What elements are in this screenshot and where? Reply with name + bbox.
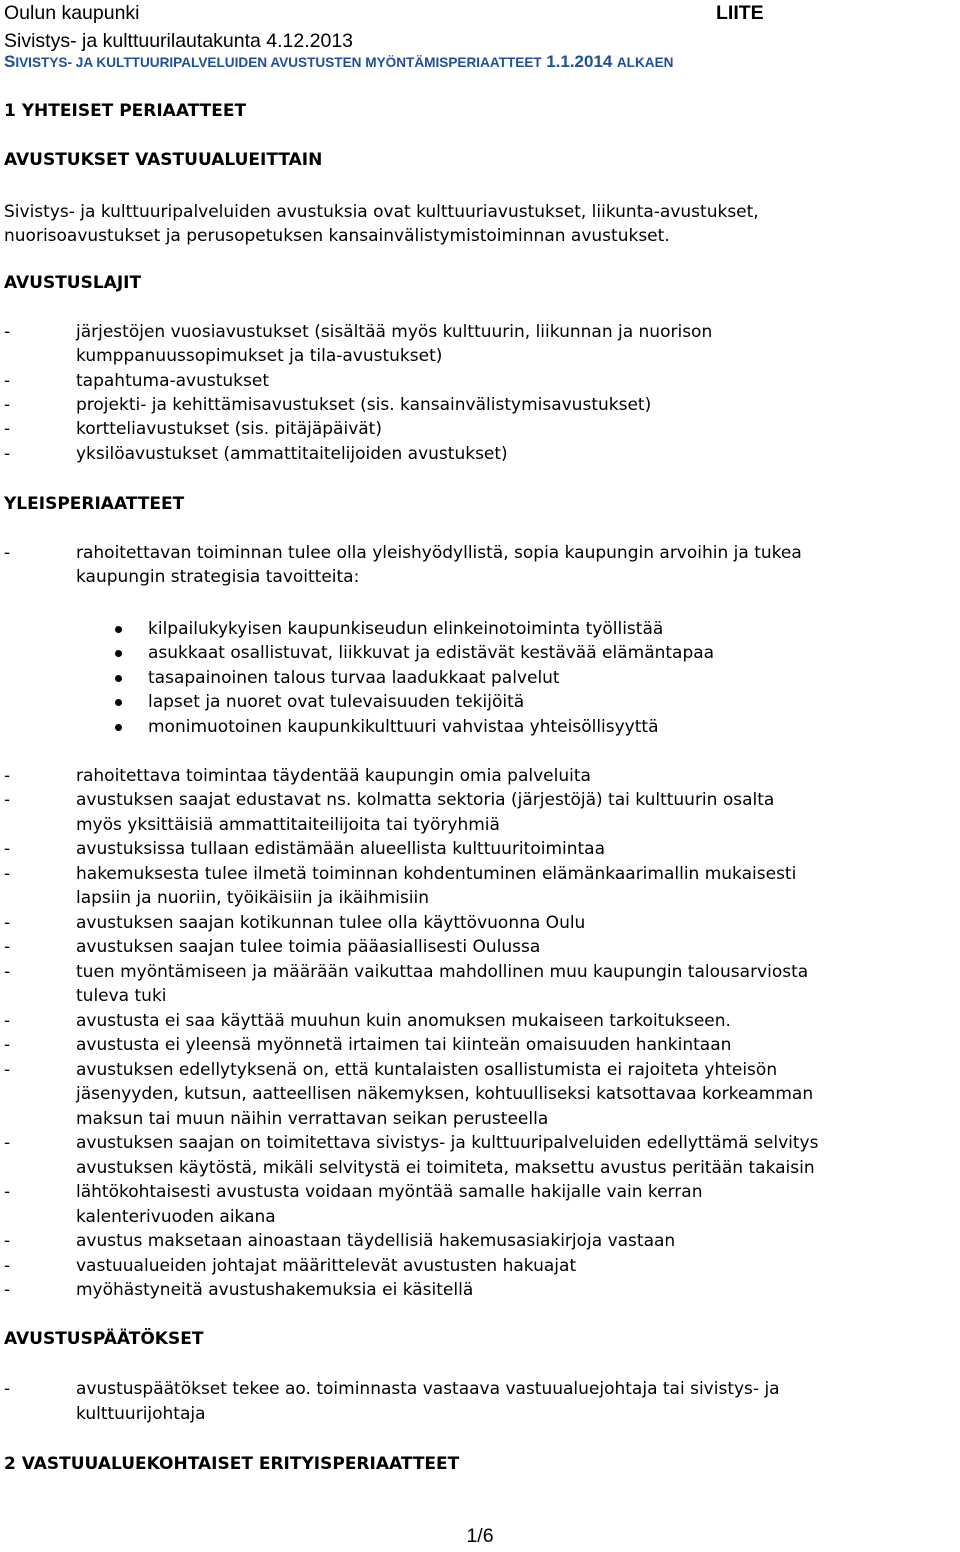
list-dash: - — [4, 839, 11, 859]
list-dash: - — [4, 1379, 11, 1399]
doc-title-after: ALKAEN — [616, 55, 674, 70]
list-item-line: kalenterivuoden aikana — [76, 1207, 276, 1227]
list-dash: - — [4, 395, 11, 415]
avustuslajit-heading: AVUSTUSLAJIT — [4, 273, 142, 293]
list-dash: - — [4, 1133, 11, 1153]
list-item-line: vastuualueiden johtajat määrittelevät avustusten hakuajat — [76, 1256, 577, 1276]
list-item-line: avustuksen saajan kotikunnan tulee olla käyttövuonna Oulu — [76, 913, 586, 933]
bullet-text: lapset ja nuoret ovat tulevaisuuden tekijöitä — [148, 692, 525, 712]
bullet-text: kilpailukykyisen kaupunkiseudun elinkeinotoiminta työllistää — [148, 619, 664, 639]
list-dash: - — [4, 864, 11, 884]
bullet-dot — [115, 699, 122, 706]
section1-subheading: AVUSTUKSET VASTUUALUEITTAIN — [4, 150, 323, 170]
list-item-line: lähtökohtaisesti avustusta voidaan myöntää samalle hakijalle vain kerran — [76, 1182, 703, 1202]
list-item-line: avustuksen saajat edustavat ns. kolmatta sektoria (järjestöjä) tai kulttuurin osalta — [76, 790, 775, 810]
list-item-line: avustusta ei yleensä myönnetä irtaimen tai kiinteän omaisuuden hankintaan — [76, 1035, 732, 1055]
list-item-line: avustuksen saajan on toimitettava sivistys- ja kulttuuripalveluiden edellyttämä selvitys — [76, 1133, 819, 1153]
list-dash: - — [4, 790, 11, 810]
list-dash: - — [4, 962, 11, 982]
list-item-line: jäsenyyden, kutsun, aatteellisen näkemyksen, kohtuulliseksi katsottavaa korkeamman — [76, 1084, 814, 1104]
list-dash: - — [4, 1011, 11, 1031]
list-dash: - — [4, 1280, 11, 1300]
list-dash: - — [4, 419, 11, 439]
attachment-label: LIITE — [716, 2, 764, 24]
board-date: Sivistys- ja kulttuurilautakunta 4.12.2013 — [4, 30, 354, 52]
list-dash: - — [4, 543, 11, 563]
list-dash: - — [4, 913, 11, 933]
doc-title-date: 1.1.2014 — [546, 52, 613, 71]
bullet-dot — [115, 675, 122, 682]
doc-title — [4, 52, 673, 72]
list-item-line: rahoitettavan toiminnan tulee olla yleishyödyllistä, sopia kaupungin arvoihin ja tukea — [76, 543, 802, 563]
list-item-line: projekti- ja kehittämisavustukset (sis. kansainvälistymisavustukset) — [76, 395, 652, 415]
intro-line-1: Sivistys- ja kulttuuripalveluiden avustuksia ovat kulttuuriavustukset, liikunta-avustukset, — [4, 202, 759, 222]
list-item-line: avustuksen käytöstä, mikäli selvitystä ei toimiteta, maksettu avustus peritään takaisin — [76, 1158, 815, 1178]
list-item-line: tuleva tuki — [76, 986, 167, 1006]
list-item-line: tuen myöntämiseen ja määrään vaikuttaa mahdollinen muu kaupungin talousarviosta — [76, 962, 809, 982]
list-dash: - — [4, 1256, 11, 1276]
list-dash: - — [4, 1035, 11, 1055]
list-item-line: avustuksissa tullaan edistämään alueellista kulttuuritoimintaa — [76, 839, 606, 859]
doc-title-main: IVISTYS- JA KULTTUURIPALVELUIDEN AVUSTUSTEN MYÖNTÄMISPERIAATTEET — [15, 55, 542, 70]
list-item-line: avustus maksetaan ainoastaan täydellisiä hakemusasiakirjoja vastaan — [76, 1231, 676, 1251]
list-item-line: järjestöjen vuosiavustukset (sisältää myös kulttuurin, liikunnan ja nuorison — [76, 322, 713, 342]
bullet-dot — [115, 724, 122, 731]
doc-title-initial: S — [4, 52, 16, 71]
list-item-line: hakemuksesta tulee ilmetä toiminnan kohdentuminen elämänkaarimallin mukaisesti — [76, 864, 797, 884]
list-dash: - — [4, 371, 11, 391]
yleisperiaatteet-heading: YLEISPERIAATTEET — [4, 494, 185, 514]
list-item-line: rahoitettava toimintaa täydentää kaupungin omia palveluita — [76, 766, 591, 786]
list-dash: - — [4, 1231, 11, 1251]
list-item-line: myöhästyneitä avustushakemuksia ei käsitellä — [76, 1280, 474, 1300]
list-dash: - — [4, 1060, 11, 1080]
list-item-line: avustusta ei saa käyttää muuhun kuin anomuksen mukaiseen tarkoitukseen. — [76, 1011, 731, 1031]
intro-line-2: nuorisoavustukset ja perusopetuksen kansainvälistymistoiminnan avustukset. — [4, 226, 670, 246]
list-item-line: avustuksen edellytyksenä on, että kuntalaisten osallistumista ei rajoiteta yhteisön — [76, 1060, 778, 1080]
list-item-line: kortteliavustukset (sis. pitäjäpäivät) — [76, 419, 382, 439]
bullet-dot — [115, 626, 122, 633]
list-item-line: maksun tai muun näihin verrattavan seikan perusteella — [76, 1109, 549, 1129]
list-item-line: kaupungin strategisia tavoitteita: — [76, 567, 360, 587]
list-dash: - — [4, 1182, 11, 1202]
list-item-line: yksilöavustukset (ammattitaitelijoiden avustukset) — [76, 444, 508, 464]
bullet-text: asukkaat osallistuvat, liikkuvat ja edistävät kestävää elämäntapaa — [148, 643, 715, 663]
section2-heading: 2 VASTUUALUEKOHTAISET ERITYISPERIAATTEET — [4, 1454, 460, 1474]
list-dash: - — [4, 766, 11, 786]
list-item-line: avustuspäätökset tekee ao. toiminnasta vastaava vastuualuejohtaja tai sivistys- ja — [76, 1379, 780, 1399]
org-name: Oulun kaupunki — [4, 2, 140, 24]
bullet-text: tasapainoinen talous turvaa laadukkaat palvelut — [148, 668, 560, 688]
section1-heading: 1 YHTEISET PERIAATTEET — [4, 101, 247, 121]
list-dash: - — [4, 937, 11, 957]
bullet-dot — [115, 650, 122, 657]
list-item-line: kulttuurijohtaja — [76, 1404, 206, 1424]
list-dash: - — [4, 444, 11, 464]
bullet-text: monimuotoinen kaupunkikulttuuri vahvistaa yhteisöllisyyttä — [148, 717, 659, 737]
list-item-line: lapsiin ja nuoriin, työikäisiin ja ikäihmisiin — [76, 888, 430, 908]
paatokset-heading: AVUSTUSPÄÄTÖKSET — [4, 1329, 204, 1349]
list-item-line: avustuksen saajan tulee toimia pääasiallisesti Oulussa — [76, 937, 541, 957]
page-number: 1/6 — [466, 1525, 494, 1547]
list-item-line: kumppanuussopimukset ja tila-avustukset) — [76, 346, 443, 366]
list-item-line: tapahtuma-avustukset — [76, 371, 269, 391]
list-dash: - — [4, 322, 11, 342]
list-item-line: myös yksittäisiä ammattitaiteilijoita tai työryhmiä — [76, 815, 500, 835]
